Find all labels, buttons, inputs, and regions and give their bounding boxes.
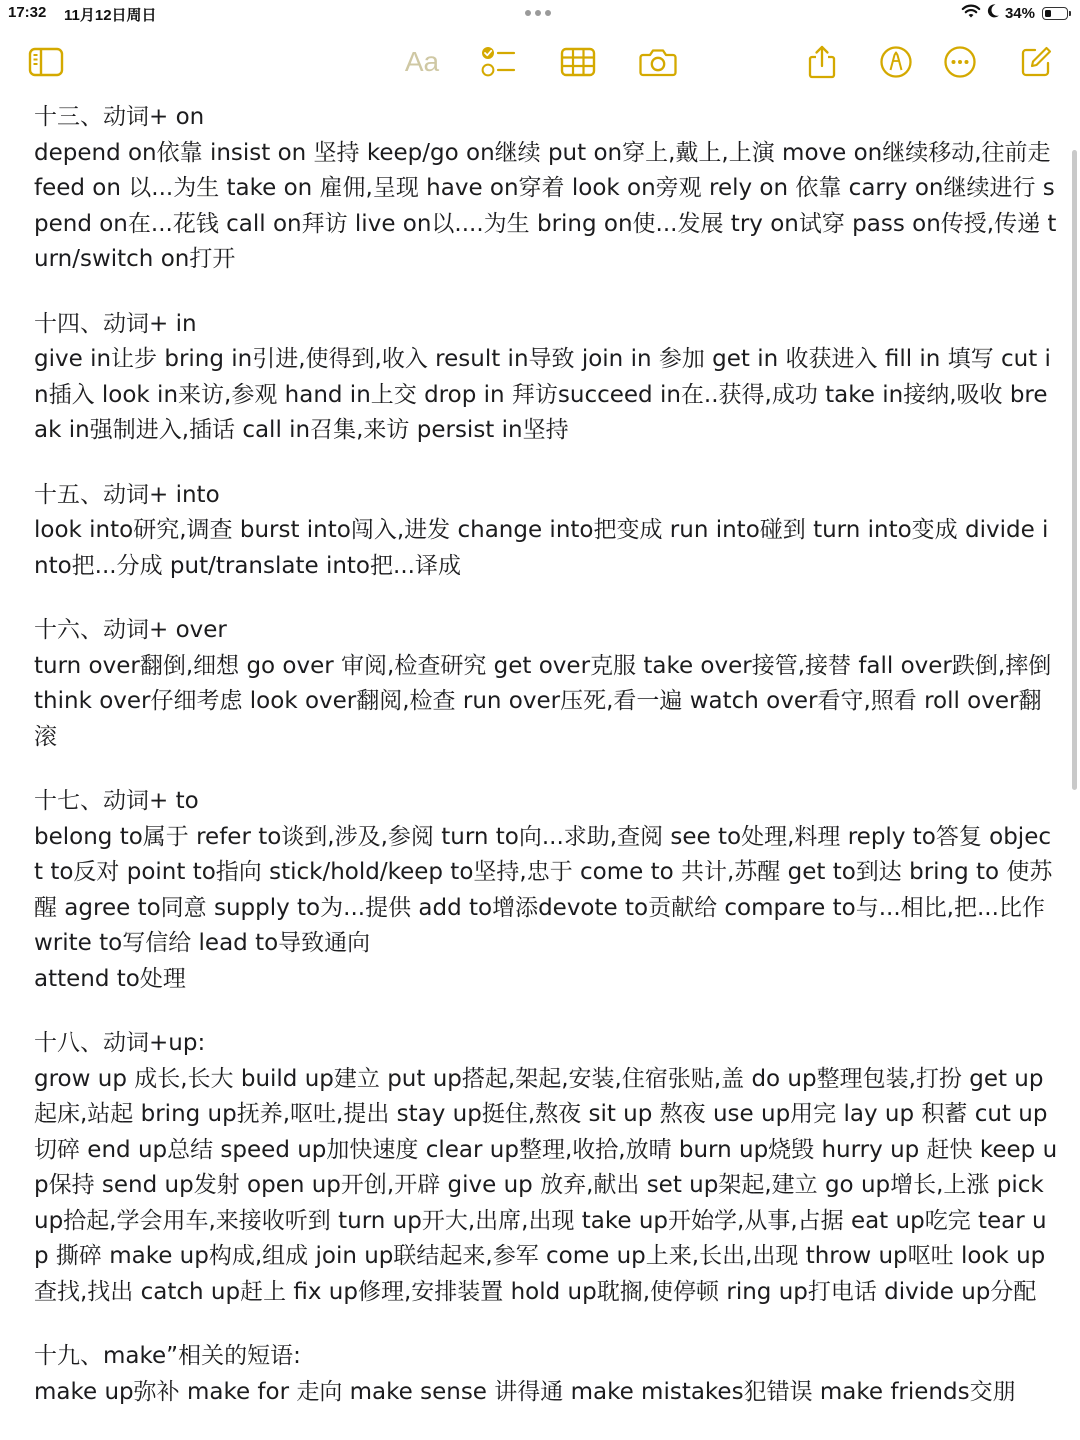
note-section <box>34 478 1058 585</box>
note-section <box>34 1339 1058 1410</box>
share-button[interactable] <box>802 42 842 82</box>
format-text-button[interactable] <box>400 42 444 82</box>
sidebar-icon <box>28 47 64 77</box>
table-button[interactable] <box>558 42 598 82</box>
markup-button[interactable] <box>876 42 916 82</box>
more-options-button[interactable] <box>940 42 980 82</box>
more-icon <box>943 45 977 79</box>
section-text: grow up 成长,长大 build up建立 put up搭起,架起,安装,住宿张贴,盖 do up整理包装,打扮 get up 起床,站起 bring up抚养,呕吐,提出 stay up挺住,熬夜 sit up 熬夜 use up用完 lay up 积蓄 cut up切碎 end up总结 speed up加快速度 clear up整理,收拾,放晴 burn up烧毁 hurry up 赶快 keep up保持 send up发射 open up开创,开辟 give up 放弃,献出 set up架起,建立 go up增长,上涨 pick up拾起,学会用车,来接收听到 turn up开大,出席,出现 take up开始学,从事,占据 eat up吃完 tear up 撕碎 make up构成,组成 join up联结起来,参军 come up上来,长出,出现 throw up呕吐 look up查找,找出 catch up赶上 fix up修理,安排装置 hold up耽搁,使停顿 ring up打电话 divide up分配 <box>34 1065 1058 1305</box>
note-section <box>34 100 1058 278</box>
section-text: depend on依靠 insist on 坚持 keep/go on继续 put on穿上,戴上,上演 move on继续移动,往前走 feed on 以...为生 take on 雇佣,呈现 have on穿着 look on旁观 rely on 依靠 carry on继续进行 spend on在...花钱 call on拜访 live on以....为生 bring on使...发展 try on试穿 pass on传授,传递 turn/switch on打开 <box>34 139 1057 272</box>
checklist-button[interactable] <box>478 42 518 82</box>
section-heading: 十九、make”相关的短语: <box>34 1343 301 1369</box>
section-heading: 十六、动词+ over <box>34 617 227 643</box>
battery-percent: 34% <box>1004 4 1035 22</box>
markup-pen-icon <box>879 45 913 79</box>
multitasking-menu-icon[interactable] <box>525 10 551 16</box>
compose-icon <box>1019 45 1053 79</box>
section-heading: 十五、动词+ into <box>34 481 220 508</box>
note-body[interactable] <box>34 100 1058 1439</box>
section-heading: 十三、动词+ on <box>34 104 205 130</box>
note-section <box>34 784 1058 997</box>
status-date: 11月12日周日 <box>64 7 157 24</box>
checklist-icon <box>480 45 516 79</box>
section-text: look into研究,调查 burst into闯入,进发 change into把变成 run into碰到 turn into变成 divide into把...分成 put/translate into把...译成 <box>34 517 1049 579</box>
section-heading: 十七、动词+ to <box>34 788 199 814</box>
sidebar-toggle-button[interactable] <box>26 42 66 82</box>
camera-button[interactable] <box>638 42 678 82</box>
table-icon <box>560 47 596 77</box>
scrollbar[interactable] <box>1072 150 1077 790</box>
section-text: belong to属于 refer to谈到,涉及,参阅 turn to向...求助,查阅 see to处理,料理 reply to答复 object to反对 point to指向 stick/hold/keep to坚持,忠于 come to 共计,苏醒 get to到达 bring to 使苏醒 agree to同意 supply to为...提供 add to增添devote to贡献给 compare to与...相比,把...比作 write to写信给 lead to导致通向 <box>34 823 1053 956</box>
note-section <box>34 307 1058 449</box>
notes-toolbar <box>0 38 1080 86</box>
wifi-icon <box>961 3 981 23</box>
section-text: turn over翻倒,细想 go over 审阅,检查研究 get over克服 take over接管,接替 fall over跌倒,摔倒 think over仔细考虑 look over翻阅,检查 run over压死,看一遍 watch over看守,照看 roll over翻滚 <box>34 652 1052 750</box>
section-text: give in让步 bring in引进,使得到,收入 result in导致 join in 参加 get in 收获进入 fill in 填写 cut in插入 look in来访,参观 hand in上交 drop in 拜访succeed in在..获得,成功 take in接纳,吸收 break in强制进入,插话 call in召集,来访 persist in坚持 <box>34 346 1051 443</box>
status-bar <box>0 0 1080 28</box>
note-section <box>34 613 1058 755</box>
battery-icon <box>1042 7 1068 20</box>
camera-icon <box>639 47 677 77</box>
compose-note-button[interactable] <box>1016 42 1056 82</box>
section-text: make up弥补 make for 走向 make sense 讲得通 make mistakes犯错误 make friends交朋 <box>34 1378 1016 1405</box>
battery-level <box>1045 10 1051 17</box>
moon-icon <box>986 3 1000 23</box>
note-section <box>34 1026 1058 1310</box>
section-heading: 十四、动词+ in <box>34 310 197 337</box>
status-time: 17:32 <box>8 4 47 21</box>
status-indicators <box>961 3 1068 23</box>
section-heading: 十八、动词+up: <box>34 1030 206 1056</box>
section-text-line: attend to处理 <box>34 965 186 992</box>
format-text-icon: Aa <box>404 46 440 77</box>
share-icon <box>807 44 837 80</box>
